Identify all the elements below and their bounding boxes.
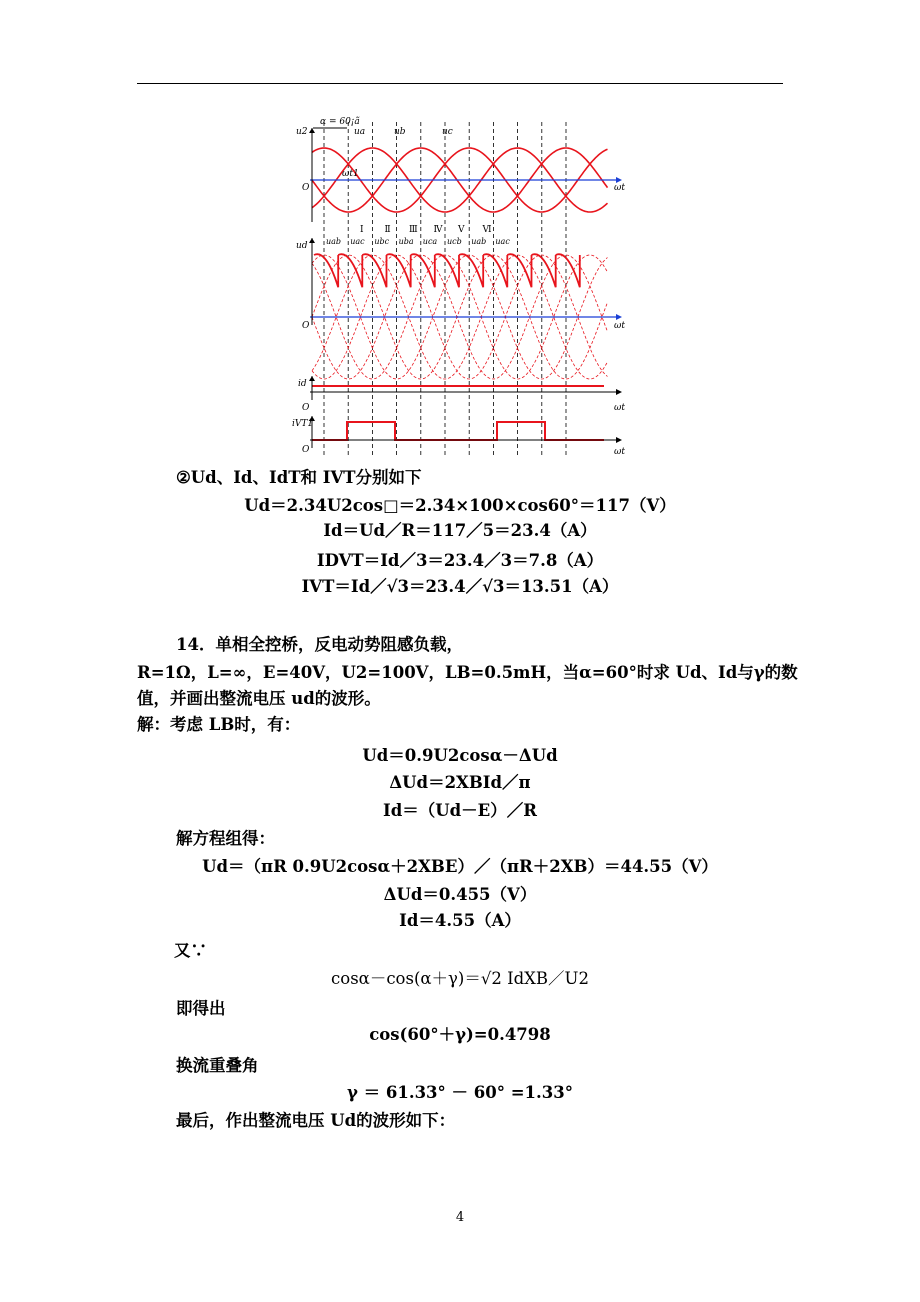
ivt1-current-wave bbox=[312, 422, 604, 440]
roman-1: Ⅰ bbox=[360, 225, 364, 235]
problem-14-line-3: 值，并画出整流电压 ud的波形。 bbox=[137, 689, 381, 708]
roman-numerals bbox=[360, 225, 492, 235]
cos-result: cos(60°＋γ)=0.4798 bbox=[369, 1025, 551, 1044]
origin-3: O bbox=[302, 403, 310, 413]
grid-lines bbox=[324, 122, 566, 455]
final-line: 最后，作出整流电压 Ud的波形如下： bbox=[176, 1111, 456, 1130]
solve-label: 解方程组得： bbox=[176, 829, 275, 848]
wt-label-3: ωt bbox=[614, 403, 625, 413]
axis-ud-arrow bbox=[616, 314, 622, 320]
wt-label-2: ωt bbox=[614, 321, 625, 331]
ud-label: ud bbox=[296, 241, 308, 251]
waveforms bbox=[312, 148, 608, 440]
result-delta-ud: ΔUd＝0.455（V） bbox=[383, 885, 537, 904]
line-label-5: uca bbox=[422, 237, 438, 246]
vaxis-u2-arrow bbox=[309, 128, 315, 133]
wt-label-1: ωt bbox=[614, 183, 625, 193]
equation-2: ΔUd＝2XBId／π bbox=[389, 773, 531, 792]
overlap-equation: cosα－cos(α＋γ)＝√2 IdXB／U2 bbox=[331, 969, 589, 988]
overlap-angle-label: 换流重叠角 bbox=[176, 1056, 259, 1075]
ivt1-label: iVT1 bbox=[292, 419, 314, 429]
roman-3: Ⅲ bbox=[409, 225, 418, 235]
line-label-2: uac bbox=[350, 237, 365, 246]
waveform-figure bbox=[290, 110, 630, 460]
line-label-7: uab bbox=[471, 237, 487, 246]
header-rule bbox=[137, 83, 783, 84]
roman-5: Ⅴ bbox=[458, 225, 465, 235]
uc-label: uc bbox=[442, 127, 453, 137]
vaxis-ud-arrow bbox=[309, 238, 315, 243]
gamma-result: γ ＝ 61.33° － 60° =1.33° bbox=[346, 1083, 573, 1102]
axis-ivt1-arrow bbox=[616, 437, 622, 443]
roman-6: Ⅵ bbox=[482, 225, 492, 235]
u2-label: u2 bbox=[296, 127, 308, 137]
origin-2: O bbox=[302, 321, 310, 331]
page-number: 4 bbox=[455, 1210, 465, 1225]
origin-1: O bbox=[302, 183, 310, 193]
line-label-4: uba bbox=[398, 237, 414, 246]
solution-intro: 解：考虑 LB时，有： bbox=[137, 715, 301, 734]
origin-4: O bbox=[302, 445, 310, 455]
alpha-label: α = 60¡ã bbox=[320, 117, 360, 127]
line-voltage-labels bbox=[326, 237, 510, 246]
line-label-1: uab bbox=[326, 237, 342, 246]
thus-label: 即得出 bbox=[176, 999, 226, 1018]
line-label-6: ucb bbox=[447, 237, 462, 246]
vaxis-id-arrow bbox=[309, 376, 315, 381]
roman-4: Ⅳ bbox=[433, 225, 443, 235]
formula-idvt: IDVT＝Id／3＝23.4／3＝7.8（A） bbox=[316, 551, 604, 570]
line-label-3: ubc bbox=[374, 237, 390, 246]
id-label: id bbox=[298, 379, 307, 389]
axis-id-arrow bbox=[616, 389, 622, 395]
result-id: Id＝4.55（A） bbox=[399, 911, 521, 930]
line-1: ②Ud、Id、IdT和 IVT分别如下 bbox=[176, 468, 422, 487]
equation-3: Id＝（Ud－E）／R bbox=[383, 801, 537, 820]
formula-ud: Ud＝2.34U2cos□＝2.34×100×cos60°＝117（V） bbox=[244, 496, 676, 515]
wt1-label: ωt1 bbox=[342, 169, 359, 179]
ua-label: ua bbox=[354, 127, 366, 137]
problem-14-title: 14．单相全控桥，反电动势阻感负载， bbox=[176, 635, 463, 654]
problem-14-line-2: R=1Ω，L=∞，E=40V，U2=100V，LB=0.5mH，当α=60°时求 Ud、Id与γ的数 bbox=[137, 663, 798, 682]
line-label-8: uac bbox=[495, 237, 510, 246]
wt-label-4: ωt bbox=[614, 447, 625, 457]
formula-id: Id＝Ud／R＝117／5＝23.4（A） bbox=[323, 521, 597, 540]
roman-2: Ⅱ bbox=[384, 225, 391, 235]
formula-ivt: IVT＝Id／√3＝23.4／√3＝13.51（A） bbox=[301, 577, 619, 596]
equation-1: Ud＝0.9U2cosα－ΔUd bbox=[362, 746, 558, 765]
result-ud: Ud＝（πR 0.9U2cosα＋2XBE）／（πR＋2XB）＝44.55（V） bbox=[202, 857, 718, 876]
ub-label: ub bbox=[394, 127, 406, 137]
since-label: 又∵ bbox=[174, 941, 207, 960]
